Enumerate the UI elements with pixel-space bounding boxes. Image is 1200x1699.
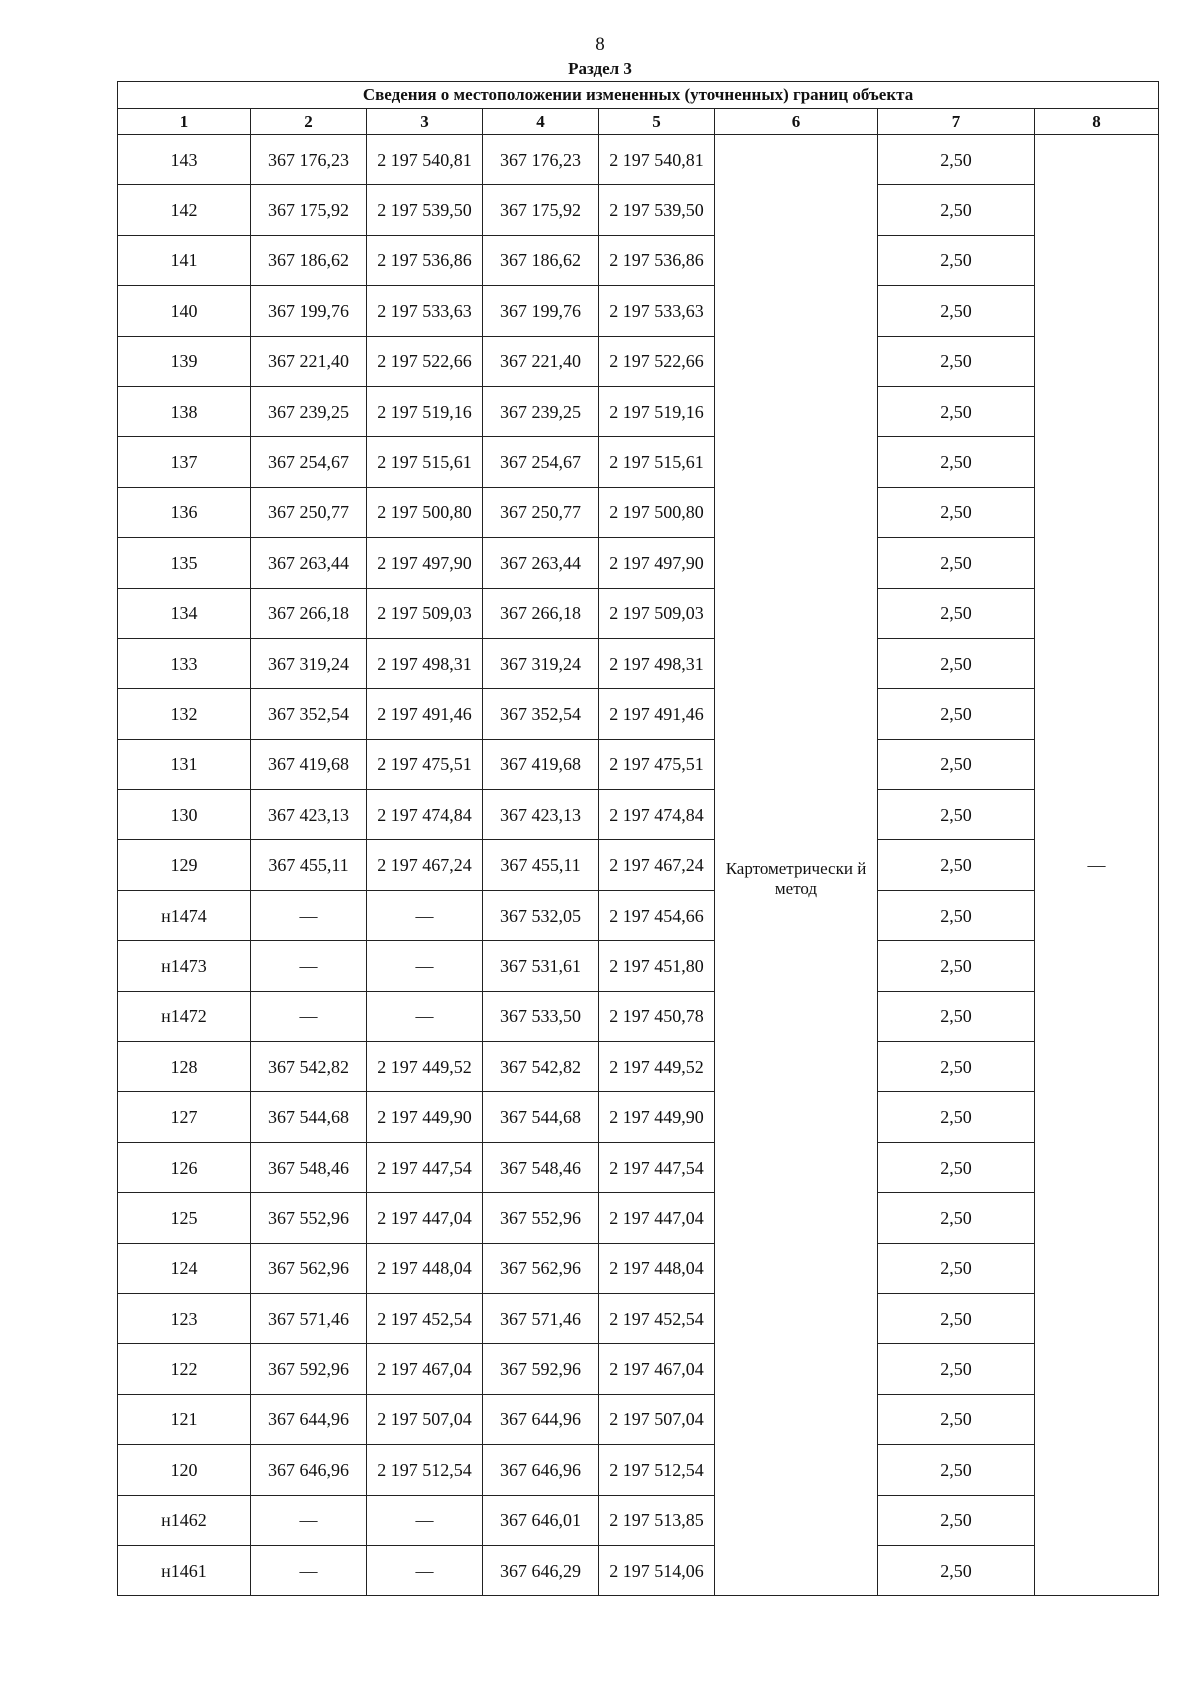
table-row	[118, 336, 1159, 386]
x-old-cell: 367 562,96	[251, 1243, 367, 1293]
point-number-cell: н1473	[118, 941, 251, 991]
point-number-cell: 127	[118, 1092, 251, 1142]
y-new-cell: 2 197 467,04	[599, 1344, 715, 1394]
y-old-cell: —	[367, 1495, 483, 1545]
x-new-cell: 367 532,05	[483, 890, 599, 940]
point-number-cell: 124	[118, 1243, 251, 1293]
y-new-cell: 2 197 500,80	[599, 487, 715, 537]
table-row	[118, 840, 1159, 890]
x-old-cell: 367 199,76	[251, 286, 367, 336]
x-old-cell: 367 221,40	[251, 336, 367, 386]
x-old-cell: 367 552,96	[251, 1193, 367, 1243]
point-number-cell: 138	[118, 386, 251, 436]
accuracy-cell: 2,50	[878, 588, 1035, 638]
y-old-cell: 2 197 515,61	[367, 437, 483, 487]
y-old-cell: 2 197 467,24	[367, 840, 483, 890]
point-number-cell: 137	[118, 437, 251, 487]
x-new-cell: 367 571,46	[483, 1293, 599, 1343]
table-row	[118, 890, 1159, 940]
y-old-cell: 2 197 449,90	[367, 1092, 483, 1142]
x-new-cell: 367 176,23	[483, 135, 599, 185]
x-new-cell: 367 266,18	[483, 588, 599, 638]
y-old-cell: —	[367, 941, 483, 991]
x-new-cell: 367 644,96	[483, 1394, 599, 1444]
accuracy-cell: 2,50	[878, 790, 1035, 840]
x-new-cell: 367 548,46	[483, 1142, 599, 1192]
y-old-cell: 2 197 533,63	[367, 286, 483, 336]
point-number-cell: н1474	[118, 890, 251, 940]
column-number: 7	[878, 109, 1035, 135]
y-new-cell: 2 197 451,80	[599, 941, 715, 991]
accuracy-cell: 2,50	[878, 689, 1035, 739]
y-old-cell: 2 197 540,81	[367, 135, 483, 185]
accuracy-cell: 2,50	[878, 135, 1035, 185]
accuracy-cell: 2,50	[878, 1445, 1035, 1495]
point-number-cell: 128	[118, 1042, 251, 1092]
point-number-cell: 133	[118, 638, 251, 688]
x-new-cell: 367 254,67	[483, 437, 599, 487]
y-old-cell: 2 197 475,51	[367, 739, 483, 789]
accuracy-cell: 2,50	[878, 538, 1035, 588]
y-old-cell: 2 197 449,52	[367, 1042, 483, 1092]
x-old-cell: —	[251, 1545, 367, 1595]
table-row	[118, 1092, 1159, 1142]
accuracy-cell: 2,50	[878, 890, 1035, 940]
column-number: 3	[367, 109, 483, 135]
accuracy-cell: 2,50	[878, 1243, 1035, 1293]
x-old-cell: 367 175,92	[251, 185, 367, 235]
accuracy-cell: 2,50	[878, 386, 1035, 436]
accuracy-cell: 2,50	[878, 1394, 1035, 1444]
x-old-cell: —	[251, 991, 367, 1041]
x-old-cell: 367 176,23	[251, 135, 367, 185]
x-new-cell: 367 419,68	[483, 739, 599, 789]
x-old-cell: 367 352,54	[251, 689, 367, 739]
y-old-cell: 2 197 467,04	[367, 1344, 483, 1394]
table-row	[118, 235, 1159, 285]
y-old-cell: 2 197 474,84	[367, 790, 483, 840]
point-number-cell: н1462	[118, 1495, 251, 1545]
x-new-cell: 367 544,68	[483, 1092, 599, 1142]
y-old-cell: 2 197 448,04	[367, 1243, 483, 1293]
table-row	[118, 1445, 1159, 1495]
accuracy-cell: 2,50	[878, 336, 1035, 386]
y-old-cell: —	[367, 991, 483, 1041]
x-new-cell: 367 186,62	[483, 235, 599, 285]
boundary-coordinates-table	[117, 81, 1159, 1596]
table-row	[118, 941, 1159, 991]
column-number: 5	[599, 109, 715, 135]
x-new-cell: 367 221,40	[483, 336, 599, 386]
accuracy-cell: 2,50	[878, 1092, 1035, 1142]
x-old-cell: 367 646,96	[251, 1445, 367, 1495]
point-number-cell: 134	[118, 588, 251, 638]
x-new-cell: 367 552,96	[483, 1193, 599, 1243]
table-row	[118, 638, 1159, 688]
page-number: 8	[595, 34, 605, 55]
y-old-cell: 2 197 519,16	[367, 386, 483, 436]
x-new-cell: 367 250,77	[483, 487, 599, 537]
section-title: Раздел 3	[568, 59, 632, 78]
x-old-cell: 367 250,77	[251, 487, 367, 537]
x-new-cell: 367 455,11	[483, 840, 599, 890]
x-new-cell: 367 352,54	[483, 689, 599, 739]
accuracy-cell: 2,50	[878, 941, 1035, 991]
y-new-cell: 2 197 450,78	[599, 991, 715, 1041]
accuracy-cell: 2,50	[878, 991, 1035, 1041]
x-old-cell: 367 419,68	[251, 739, 367, 789]
table-row	[118, 1293, 1159, 1343]
table-caption: Сведения о местоположении измененных (уточненных) границ объекта	[118, 82, 1159, 109]
table-row	[118, 689, 1159, 739]
x-new-cell: 367 542,82	[483, 1042, 599, 1092]
point-number-cell: 131	[118, 739, 251, 789]
x-old-cell: 367 423,13	[251, 790, 367, 840]
column-number-row	[118, 109, 1159, 135]
accuracy-cell: 2,50	[878, 739, 1035, 789]
y-old-cell: 2 197 500,80	[367, 487, 483, 537]
x-old-cell: 367 263,44	[251, 538, 367, 588]
y-new-cell: 2 197 519,16	[599, 386, 715, 436]
point-number-cell: н1472	[118, 991, 251, 1041]
x-old-cell: —	[251, 941, 367, 991]
table-row	[118, 991, 1159, 1041]
x-new-cell: 367 592,96	[483, 1344, 599, 1394]
y-new-cell: 2 197 452,54	[599, 1293, 715, 1343]
table-row	[118, 1344, 1159, 1394]
accuracy-cell: 2,50	[878, 1344, 1035, 1394]
y-old-cell: 2 197 447,54	[367, 1142, 483, 1192]
y-new-cell: 2 197 507,04	[599, 1394, 715, 1444]
x-old-cell: 367 186,62	[251, 235, 367, 285]
y-new-cell: 2 197 447,54	[599, 1142, 715, 1192]
y-new-cell: 2 197 540,81	[599, 135, 715, 185]
column-number: 8	[1035, 109, 1159, 135]
point-number-cell: 140	[118, 286, 251, 336]
accuracy-cell: 2,50	[878, 286, 1035, 336]
table-row	[118, 437, 1159, 487]
y-old-cell: 2 197 491,46	[367, 689, 483, 739]
y-new-cell: 2 197 448,04	[599, 1243, 715, 1293]
y-old-cell: 2 197 522,66	[367, 336, 483, 386]
y-old-cell: 2 197 509,03	[367, 588, 483, 638]
table-row	[118, 135, 1159, 185]
point-number-cell: 141	[118, 235, 251, 285]
table-row	[118, 1394, 1159, 1444]
accuracy-cell: 2,50	[878, 185, 1035, 235]
y-old-cell: 2 197 539,50	[367, 185, 483, 235]
y-new-cell: 2 197 533,63	[599, 286, 715, 336]
accuracy-cell: 2,50	[878, 840, 1035, 890]
y-new-cell: 2 197 454,66	[599, 890, 715, 940]
point-number-cell: 142	[118, 185, 251, 235]
y-old-cell: 2 197 512,54	[367, 1445, 483, 1495]
accuracy-cell: 2,50	[878, 437, 1035, 487]
x-old-cell: —	[251, 890, 367, 940]
x-new-cell: 367 175,92	[483, 185, 599, 235]
table-row	[118, 588, 1159, 638]
y-new-cell: 2 197 447,04	[599, 1193, 715, 1243]
table-row	[118, 1142, 1159, 1192]
y-new-cell: 2 197 475,51	[599, 739, 715, 789]
accuracy-cell: 2,50	[878, 487, 1035, 537]
x-old-cell: 367 548,46	[251, 1142, 367, 1192]
accuracy-cell: 2,50	[878, 638, 1035, 688]
y-new-cell: 2 197 474,84	[599, 790, 715, 840]
point-number-cell: 143	[118, 135, 251, 185]
x-new-cell: 367 531,61	[483, 941, 599, 991]
y-old-cell: 2 197 452,54	[367, 1293, 483, 1343]
table-row	[118, 1495, 1159, 1545]
y-new-cell: 2 197 449,52	[599, 1042, 715, 1092]
x-old-cell: 367 542,82	[251, 1042, 367, 1092]
x-old-cell: 367 319,24	[251, 638, 367, 688]
point-number-cell: 121	[118, 1394, 251, 1444]
table-row	[118, 1193, 1159, 1243]
y-new-cell: 2 197 536,86	[599, 235, 715, 285]
point-number-cell: 125	[118, 1193, 251, 1243]
point-number-cell: н1461	[118, 1545, 251, 1595]
x-new-cell: 367 533,50	[483, 991, 599, 1041]
table-row	[118, 286, 1159, 336]
table-body	[118, 135, 1159, 1596]
y-old-cell: 2 197 497,90	[367, 538, 483, 588]
x-old-cell: 367 254,67	[251, 437, 367, 487]
x-new-cell: 367 646,29	[483, 1545, 599, 1595]
point-number-cell: 130	[118, 790, 251, 840]
y-new-cell: 2 197 491,46	[599, 689, 715, 739]
table-row	[118, 1243, 1159, 1293]
column8-cell: —	[1035, 135, 1159, 1596]
table-row	[118, 538, 1159, 588]
column-number: 1	[118, 109, 251, 135]
point-number-cell: 123	[118, 1293, 251, 1343]
accuracy-cell: 2,50	[878, 1293, 1035, 1343]
point-number-cell: 122	[118, 1344, 251, 1394]
y-old-cell: 2 197 507,04	[367, 1394, 483, 1444]
column-number: 6	[715, 109, 878, 135]
x-new-cell: 367 239,25	[483, 386, 599, 436]
point-number-cell: 129	[118, 840, 251, 890]
table-row	[118, 1545, 1159, 1595]
x-old-cell: —	[251, 1495, 367, 1545]
y-new-cell: 2 197 509,03	[599, 588, 715, 638]
point-number-cell: 139	[118, 336, 251, 386]
y-new-cell: 2 197 522,66	[599, 336, 715, 386]
y-new-cell: 2 197 449,90	[599, 1092, 715, 1142]
y-old-cell: —	[367, 890, 483, 940]
x-old-cell: 367 592,96	[251, 1344, 367, 1394]
x-old-cell: 367 571,46	[251, 1293, 367, 1343]
accuracy-cell: 2,50	[878, 235, 1035, 285]
y-old-cell: —	[367, 1545, 483, 1595]
y-new-cell: 2 197 467,24	[599, 840, 715, 890]
table-row	[118, 790, 1159, 840]
y-new-cell: 2 197 513,85	[599, 1495, 715, 1545]
column-number: 2	[251, 109, 367, 135]
point-number-cell: 126	[118, 1142, 251, 1192]
y-new-cell: 2 197 515,61	[599, 437, 715, 487]
y-new-cell: 2 197 539,50	[599, 185, 715, 235]
y-new-cell: 2 197 514,06	[599, 1545, 715, 1595]
accuracy-cell: 2,50	[878, 1042, 1035, 1092]
y-new-cell: 2 197 497,90	[599, 538, 715, 588]
accuracy-cell: 2,50	[878, 1495, 1035, 1545]
x-old-cell: 367 239,25	[251, 386, 367, 436]
y-new-cell: 2 197 512,54	[599, 1445, 715, 1495]
x-new-cell: 367 263,44	[483, 538, 599, 588]
table-row	[118, 1042, 1159, 1092]
x-new-cell: 367 423,13	[483, 790, 599, 840]
column-number: 4	[483, 109, 599, 135]
x-old-cell: 367 455,11	[251, 840, 367, 890]
x-new-cell: 367 199,76	[483, 286, 599, 336]
y-old-cell: 2 197 498,31	[367, 638, 483, 688]
x-old-cell: 367 544,68	[251, 1092, 367, 1142]
y-new-cell: 2 197 498,31	[599, 638, 715, 688]
point-number-cell: 132	[118, 689, 251, 739]
accuracy-cell: 2,50	[878, 1193, 1035, 1243]
y-old-cell: 2 197 536,86	[367, 235, 483, 285]
point-number-cell: 120	[118, 1445, 251, 1495]
point-number-cell: 135	[118, 538, 251, 588]
method-cell: Картометрически й метод	[715, 135, 878, 1596]
table-row	[118, 185, 1159, 235]
y-old-cell: 2 197 447,04	[367, 1193, 483, 1243]
table-row	[118, 386, 1159, 436]
x-old-cell: 367 266,18	[251, 588, 367, 638]
accuracy-cell: 2,50	[878, 1545, 1035, 1595]
x-new-cell: 367 646,01	[483, 1495, 599, 1545]
table-row	[118, 487, 1159, 537]
x-old-cell: 367 644,96	[251, 1394, 367, 1444]
x-new-cell: 367 319,24	[483, 638, 599, 688]
accuracy-cell: 2,50	[878, 1142, 1035, 1192]
x-new-cell: 367 646,96	[483, 1445, 599, 1495]
table-row	[118, 739, 1159, 789]
x-new-cell: 367 562,96	[483, 1243, 599, 1293]
point-number-cell: 136	[118, 487, 251, 537]
